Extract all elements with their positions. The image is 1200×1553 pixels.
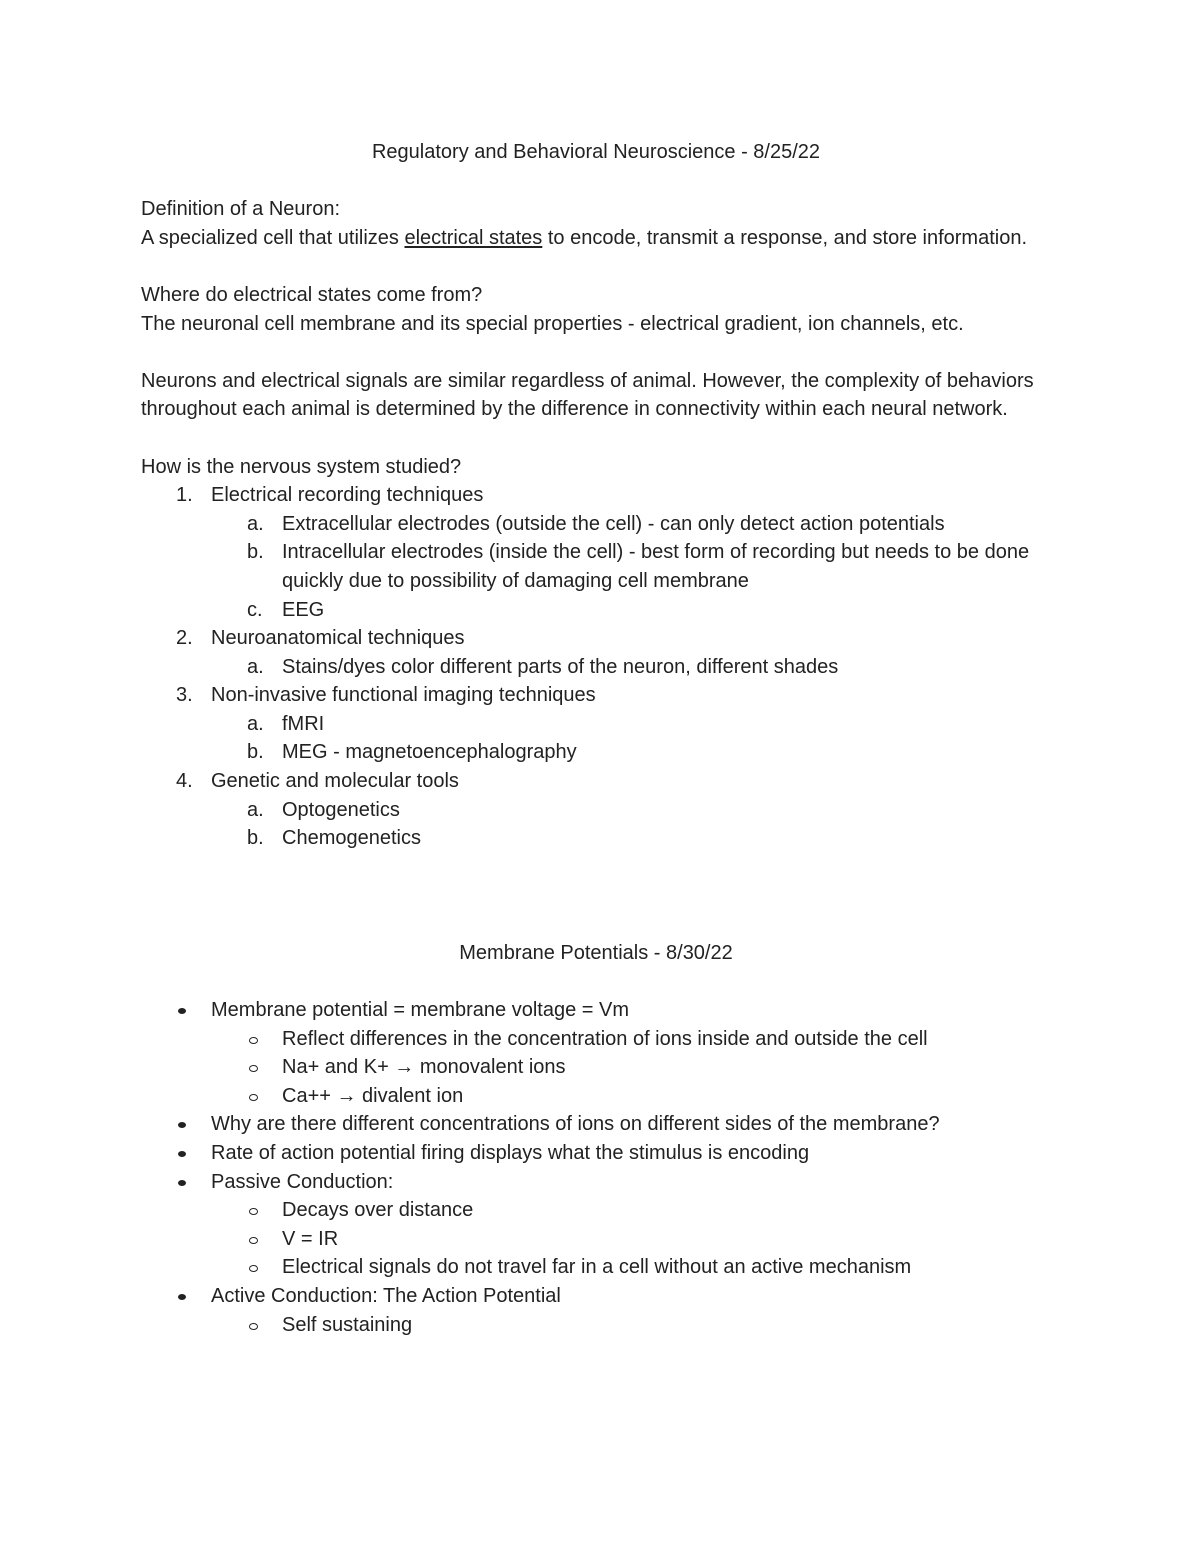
sub-list-item <box>141 710 1051 739</box>
sub-list-item-text: Intracellular electrodes (inside the cell) - best form of recording but needs to be done quickly due to possibility of damaging cell membrane <box>282 541 1030 592</box>
sub-list-item <box>141 796 1051 825</box>
sub-list-letter: a. <box>247 798 264 821</box>
bullet-item <box>141 1168 1051 1197</box>
sub-bullet-text: Electrical signals do not travel far in a cell without an active mechanism <box>282 1256 912 1279</box>
definition-text-after: to encode, transmit a response, and store information. <box>542 226 1028 249</box>
sub-bullet-item <box>141 1196 1051 1225</box>
sub-bullet-item <box>141 1025 1051 1054</box>
section2-title: Membrane Potentials - 8/30/22 <box>459 941 733 964</box>
list-item <box>141 767 1051 796</box>
definition-heading: Definition of a Neuron: <box>141 198 341 221</box>
bullet-circle-icon <box>249 1065 258 1072</box>
question-electrical-states: Where do electrical states come from? <box>141 283 483 306</box>
sub-list-letter: b. <box>247 741 264 764</box>
sub-list-letter: a. <box>247 512 264 535</box>
list-item-text: Neuroanatomical techniques <box>211 627 465 650</box>
sub-list-item <box>141 653 1051 682</box>
neurons-paragraph: Neurons and electrical signals are similar regardless of animal. However, the complexity of behaviors throughout each animal is determined by the difference in connectivity within each neural network. <box>141 369 1034 421</box>
bullet-circle-icon <box>249 1265 258 1272</box>
answer-electrical-states: The neuronal cell membrane and its special properties - electrical gradient, ion channels, etc. <box>141 312 964 335</box>
bullet-item <box>141 996 1051 1025</box>
list-item-text: Electrical recording techniques <box>211 484 484 507</box>
sub-list-letter: b. <box>247 541 264 564</box>
list-item-text: Non-invasive functional imaging techniques <box>211 684 596 707</box>
bullet-circle-icon <box>249 1323 258 1330</box>
list-item <box>141 681 1051 710</box>
list-number: 4. <box>176 770 193 793</box>
techniques-list <box>141 481 1051 853</box>
list-number: 3. <box>176 684 193 707</box>
bullet-text: Membrane potential = membrane voltage = Vm <box>211 999 629 1022</box>
bullet-circle-icon <box>249 1094 258 1101</box>
sub-list-item <box>141 538 1051 595</box>
bullet-disc-icon <box>178 1008 186 1014</box>
sub-list-item <box>141 510 1051 539</box>
bullet-text: Why are there different concentrations of ions on different sides of the membrane? <box>211 1113 940 1136</box>
bullet-text: Rate of action potential firing displays what the stimulus is encoding <box>211 1142 810 1164</box>
section1-title: Regulatory and Behavioral Neuroscience - 8/25/22 <box>371 141 821 163</box>
sub-bullet-text: Reflect differences in the concentration of ions inside and outside the cell <box>282 1027 928 1050</box>
sub-bullet-item <box>141 1253 1051 1282</box>
question-nervous-system: How is the nervous system studied? <box>141 455 462 478</box>
bullet-item <box>141 1139 1051 1168</box>
sub-list-item-text: fMRI <box>282 712 325 735</box>
definition-text <box>141 224 1051 253</box>
document-content <box>141 138 1051 1339</box>
sub-list-item-text: MEG - magnetoencephalography <box>282 741 577 764</box>
sub-list-item <box>141 738 1051 767</box>
list-item <box>141 624 1051 653</box>
bullet-text: Passive Conduction: <box>211 1170 394 1193</box>
bullet-circle-icon <box>249 1237 258 1244</box>
bullet-disc-icon <box>178 1151 186 1157</box>
sub-list-letter: b. <box>247 827 264 850</box>
bullet-disc-icon <box>178 1122 186 1128</box>
bullet-disc-icon <box>178 1180 186 1186</box>
bullet-item <box>141 1282 1051 1311</box>
sub-list-item-text: Extracellular electrodes (outside the cell) - can only detect action potentials <box>282 512 945 535</box>
sub-list-item <box>141 596 1051 625</box>
sub-list-item <box>141 824 1051 853</box>
sub-list-letter: a. <box>247 655 264 678</box>
sub-bullet-text: Self sustaining <box>282 1313 413 1336</box>
list-item-text: Genetic and molecular tools <box>211 770 459 793</box>
sub-list-letter: a. <box>247 712 264 735</box>
sub-list-item-text: EEG <box>282 598 325 621</box>
sub-bullet-item <box>141 1053 1051 1082</box>
sub-bullet-text: Decays over distance <box>282 1199 474 1222</box>
sub-bullet-text: V = IR <box>282 1227 339 1250</box>
membrane-bullet-list <box>141 996 1051 1339</box>
sub-bullet-item <box>141 1082 1051 1111</box>
sub-list-item-text: Stains/dyes color different parts of the neuron, different shades <box>282 655 839 678</box>
bullet-text: Active Conduction: The Action Potential <box>211 1284 561 1307</box>
definition-underlined-term: electrical states <box>404 226 543 249</box>
list-number: 1. <box>176 484 193 507</box>
sub-bullet-item <box>141 1311 1051 1340</box>
sub-list-item-text: Chemogenetics <box>282 827 421 850</box>
definition-text-before: A specialized cell that utilizes <box>141 226 405 249</box>
sub-list-letter: c. <box>247 598 263 621</box>
sub-bullet-item <box>141 1225 1051 1254</box>
bullet-circle-icon <box>249 1208 258 1215</box>
list-item <box>141 481 1051 510</box>
list-number: 2. <box>176 627 193 650</box>
sub-list-item-text: Optogenetics <box>282 798 400 821</box>
sub-bullet-text: Na+ and K+ → monovalent ions <box>282 1056 566 1079</box>
bullet-circle-icon <box>249 1037 258 1044</box>
sub-bullet-text: Ca++ → divalent ion <box>282 1084 464 1107</box>
bullet-disc-icon <box>178 1294 186 1300</box>
bullet-item <box>141 1110 1051 1139</box>
